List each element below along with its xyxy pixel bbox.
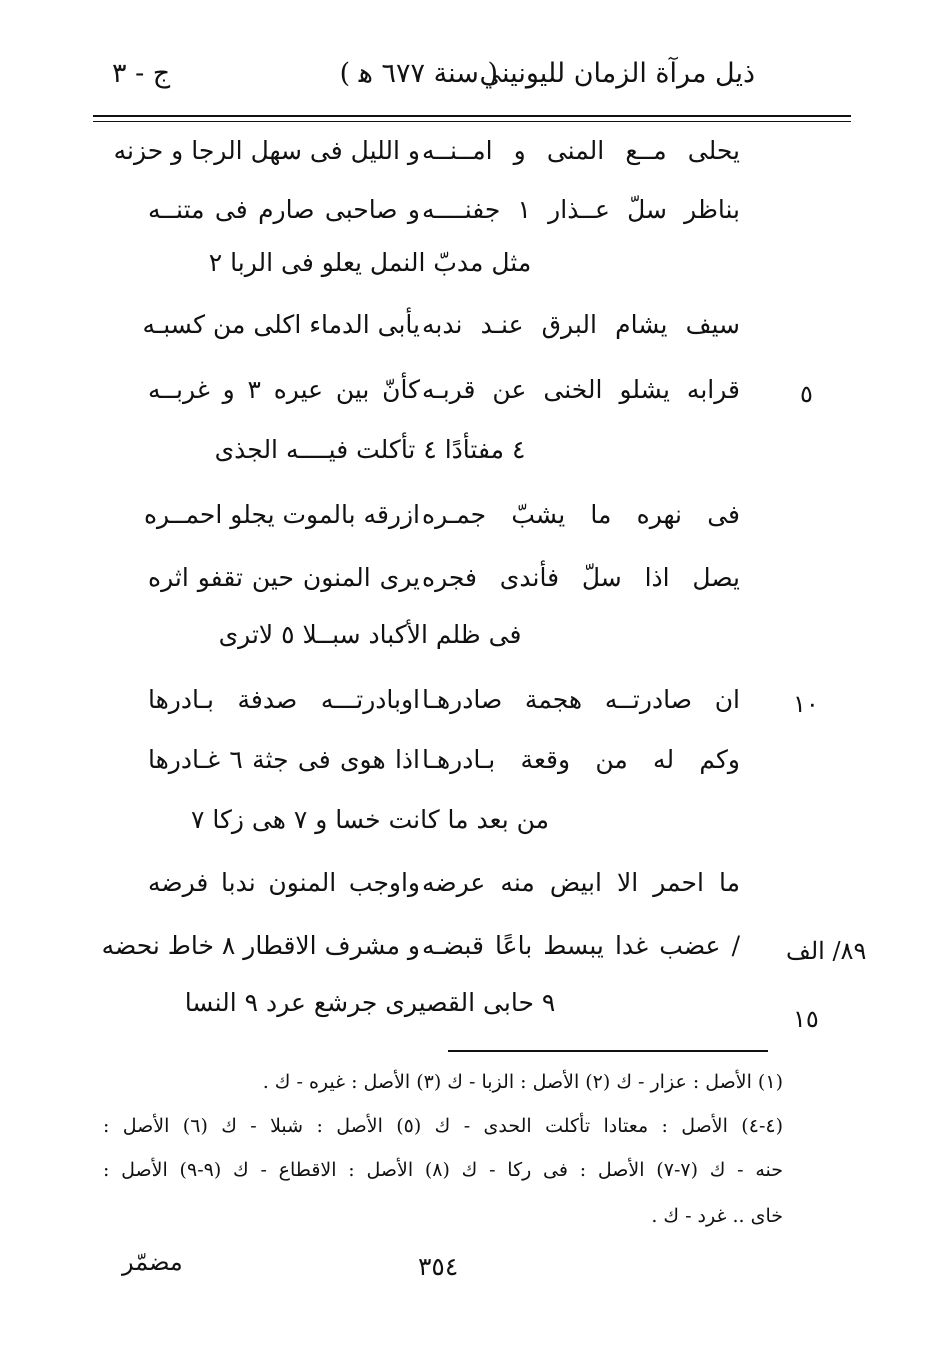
verse-refrain: مثل مدبّ النمل يعلو فى الربا ٢ (208, 248, 532, 277)
line-number: ١٠ (793, 690, 819, 718)
verse-line (100, 928, 740, 964)
line-number: ٥ (800, 380, 813, 408)
hemistich-second: اذا هوى فى جثة ٦ غـادرها (148, 745, 421, 774)
verse-refrain: فى ظلم الأكباد سبــلا ٥ لاترى (218, 620, 522, 649)
volume-number: ج - ٣ (112, 58, 171, 89)
hemistich-second: كأنّ بين عيره ٣ و غربــه (148, 375, 421, 404)
header-rule-top (93, 115, 851, 117)
hemistich-second: و الليل فى سهل الرجا و حزنه (113, 136, 420, 165)
hemistich-second: اوبادرتـــه صدفة بـادرها (148, 685, 420, 714)
verse-refrain: ٩ حابى القصيرى جرشع عرد ٩ النسا (184, 988, 556, 1017)
footnote-line: (١) الأصل : عزار - ك (٢) الأصل : الزبا - ك (٣) الأصل : غيره - ك . (262, 1071, 783, 1093)
footnote-line: (٤-٤) الأصل : معتادا تأكلت الحدى - ك (٥) الأصل : شبلا - ك (٦) الأصل : (103, 1115, 783, 1137)
verse-line (100, 560, 740, 596)
footnote-line: خاى .. غرد - ك . (651, 1205, 783, 1227)
running-year: ( سنة ٦٧٧ ﻫ ) (339, 58, 498, 89)
page-number: ٣٥٤ (418, 1252, 459, 1281)
hemistich-second: و صاحبى صارم فى متنــه (148, 195, 420, 224)
footnote-line: حنه - ك (٧-٧) الأصل : فى ركا - ك (٨) الأصل : الاقطاع - ك (٩-٩) الأصل : (103, 1159, 784, 1181)
line-number: ١٥ (793, 1005, 819, 1033)
hemistich-first: ان صادرتــه هجمة صادرهـا (422, 685, 740, 714)
verse-line (100, 307, 740, 343)
verse-line (100, 497, 740, 533)
verse-line (100, 682, 740, 718)
hemistich-first: / عضب غدا يبسط باعًا قبضـه (422, 931, 740, 960)
folio-marker: ٨٩/ الف (786, 937, 867, 965)
verse-line (100, 372, 740, 408)
hemistich-first: وكم له من وقعة بـادرهـا (422, 745, 740, 774)
hemistich-first: قرابه يشلو الخنى عن قربـه (422, 375, 740, 404)
hemistich-second: يأبى الدماء اكلى من كسبـه (142, 310, 420, 339)
hemistich-first: يحلى مــع المنى و امــنــه (422, 136, 740, 165)
hemistich-first: فى نهره ما يشبّ جمـره (422, 500, 740, 529)
header-rule-bottom (93, 121, 851, 122)
printer-signature: مضمّر (122, 1248, 183, 1276)
hemistich-second: واوجب المنون ندبا فرضه (148, 868, 420, 897)
verse-refrain: ٤ مفتأدًا ٤ تأكلت فيــــه الجذى (214, 435, 526, 464)
verse-line (100, 133, 740, 169)
hemistich-first: يصل اذا سلّ فأندى فجره (422, 563, 740, 592)
hemistich-second: و مشرف الاقطار ٨ خاط نحضه (101, 931, 420, 960)
hemistich-first: بناظر سلّ عــذار ١ جفنــــه (422, 195, 740, 224)
footnote-rule (448, 1050, 768, 1052)
hemistich-second: يرى المنون حين تقفو اثره (148, 563, 420, 592)
hemistich-second: ازرقه بالموت يجلو احمــره (143, 500, 420, 529)
verse-line (100, 865, 740, 901)
verse-line (100, 192, 740, 228)
verse-line (100, 742, 740, 778)
verse-refrain: من بعد ما كانت خسا و ٧ هى زكا ٧ (190, 805, 550, 834)
hemistich-first: ما احمر الا ابيض منه عرضه (422, 868, 740, 897)
running-title: ذيل مرآة الزمان لليونيني (479, 58, 755, 89)
hemistich-first: سيف يشام البرق عنـد ندبه (422, 310, 740, 339)
